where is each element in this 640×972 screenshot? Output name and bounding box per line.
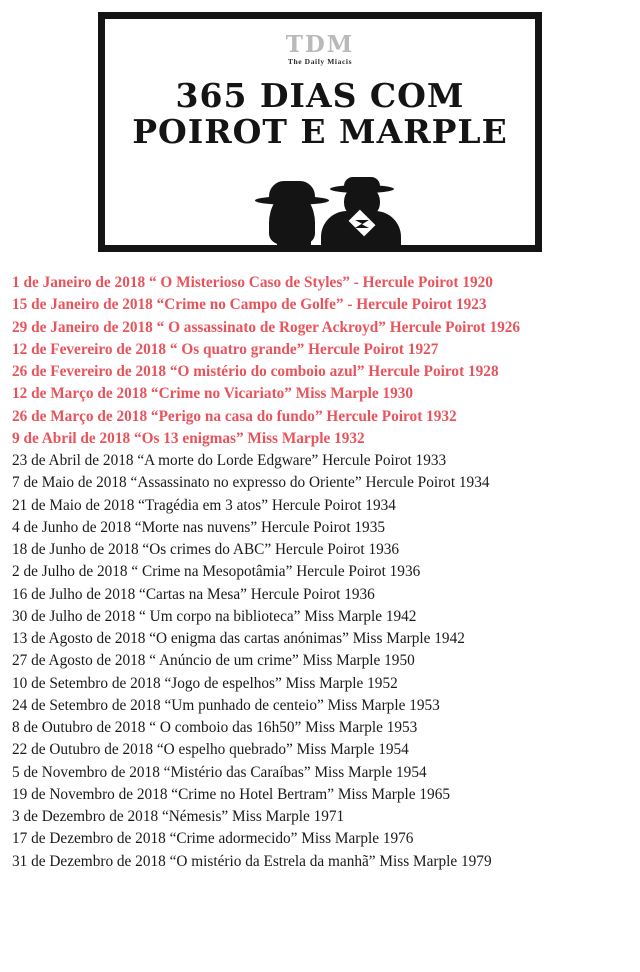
list-item: 10 de Setembro de 2018 “Jogo de espelhos” Miss Marple 1952 xyxy=(12,674,398,692)
list-item: 26 de Março de 2018 “Perigo na casa do fundo” Hercule Poirot 1932 xyxy=(12,407,457,425)
marple-hat-top-icon xyxy=(344,177,380,189)
list-item: 23 de Abril de 2018 “A morte do Lorde Edgware” Hercule Poirot 1933 xyxy=(12,452,447,469)
list-item: 27 de Agosto de 2018 “ Anúncio de um crime” Miss Marple 1950 xyxy=(12,652,415,670)
list-item: 22 de Outubro de 2018 “O espelho quebrado” Miss Marple 1954 xyxy=(12,741,409,759)
list-item: 17 de Dezembro de 2018 “Crime adormecido” Miss Marple 1976 xyxy=(12,830,414,848)
list-item: 4 de Junho de 2018 “Morte nas nuvens” Hercule Poirot 1935 xyxy=(12,518,385,536)
page-title xyxy=(132,75,508,152)
list-item: 24 de Setembro de 2018 “Um punhado de centeio” Miss Marple 1953 xyxy=(12,696,440,714)
poirot-neck-icon xyxy=(277,231,311,245)
page-title-line-1: 365 DIAS COM xyxy=(175,75,465,115)
list-item: 1 de Janeiro de 2018 “ O Misterioso Caso de Styles” - Hercule Poirot 1920 xyxy=(12,274,493,291)
page-title-line-2: POIROT E MARPLE xyxy=(132,112,508,152)
reading-schedule-list xyxy=(8,272,632,873)
list-item: 18 de Junho de 2018 “Os crimes do ABC” Hercule Poirot 1936 xyxy=(12,541,400,558)
list-item: 31 de Dezembro de 2018 “O mistério da Estrela da manhã” Miss Marple 1979 xyxy=(12,852,492,870)
list-item: 12 de Fevereiro de 2018 “ Os quatro grande” Hercule Poirot 1927 xyxy=(12,340,439,358)
list-item: 12 de Março de 2018 “Crime no Vicariato” Miss Marple 1930 xyxy=(12,385,414,403)
list-item: 19 de Novembro de 2018 “Crime no Hotel Bertram” Miss Marple 1965 xyxy=(12,785,450,803)
list-item: 26 de Fevereiro de 2018 “O mistério do comboio azul” Hercule Poirot 1928 xyxy=(12,363,499,380)
list-item: 21 de Maio de 2018 “Tragédia em 3 atos” Hercule Poirot 1934 xyxy=(12,496,396,514)
list-item: 13 de Agosto de 2018 “O enigma das cartas anónimas” Miss Marple 1942 xyxy=(12,630,465,647)
list-item: 9 de Abril de 2018 “Os 13 enigmas” Miss Marple 1932 xyxy=(12,429,365,447)
list-item: 7 de Maio de 2018 “Assassinato no expresso do Oriente” Hercule Poirot 1934 xyxy=(12,474,490,492)
list-item: 2 de Julho de 2018 “ Crime na Mesopotâmia” Hercule Poirot 1936 xyxy=(12,563,421,581)
logo-monogram: TDM xyxy=(285,31,355,58)
detectives-silhouette-illustration xyxy=(105,173,535,245)
list-item: 29 de Janeiro de 2018 “ O assassinato de Roger Ackroyd” Hercule Poirot 1926 xyxy=(12,318,521,336)
list-item: 8 de Outubro de 2018 “ O comboio das 16h50” Miss Marple 1953 xyxy=(12,719,418,736)
list-item: 5 de Novembro de 2018 “Mistério das Caraíbas” Miss Marple 1954 xyxy=(12,763,427,781)
list-item: 15 de Janeiro de 2018 “Crime no Campo de Golfe” - Hercule Poirot 1923 xyxy=(12,296,487,314)
poster-header xyxy=(98,12,542,252)
logo-subtitle: The Daily Miacis xyxy=(287,57,353,66)
list-item: 30 de Julho de 2018 “ Um corpo na biblioteca” Miss Marple 1942 xyxy=(12,607,417,625)
list-item: 3 de Dezembro de 2018 “Némesis” Miss Marple 1971 xyxy=(12,808,345,825)
page xyxy=(0,12,640,972)
blog-logo xyxy=(286,33,355,66)
list-item: 16 de Julho de 2018 “Cartas na Mesa” Hercule Poirot 1936 xyxy=(12,585,375,603)
